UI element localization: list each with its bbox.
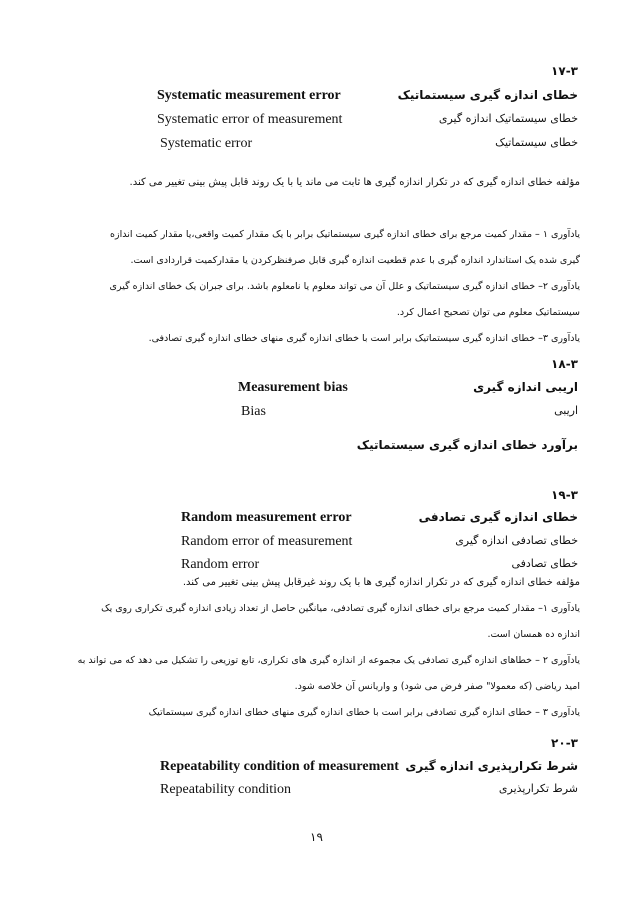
term-en-repeatability: Repeatability condition of measurement [160,759,399,774]
definition-random: مؤلفه خطای اندازه گیری که در تکرار اندازه گیری ها با یک روند غیرقابل پیش بینی تغییر می کند. [182,577,580,588]
alt-fa-random-1: خطای تصادفی اندازه گیری [455,534,578,547]
term-en-random-error: Random measurement error [181,510,352,525]
random-note-1-line-2: اندازه ده همسان است. [487,629,580,640]
alt-fa-bias: اریبی [554,404,578,417]
term-en-bias: Measurement bias [238,380,348,395]
alt-en-repeatability: Repeatability condition [160,782,292,797]
term-fa-bias: اریبی اندازه گیری [473,380,578,394]
alt-en-random-2: Random error [181,557,260,572]
alt-en-random-1: Random error of measurement [181,534,353,549]
random-note-2-line-2: امید ریاضی (که معمولا" صفر فرض می شود) و واریانس آن خلاصه شود. [294,681,580,692]
bias-estimate-text: برآورد خطای اندازه گیری سیستماتیک [356,438,578,452]
alt-en-systematic-1: Systematic error of measurement [157,112,343,127]
alt-fa-repeatability: شرط تکرارپذیری [498,782,578,795]
random-note-2-line-1: یادآوری ۲ – خطاهای اندازه گیری تصادفی یک مجموعه از اندازه گیری های تکراری، تابع توزیعی را تشکیل می دهد که می تواند به [77,655,580,666]
term-fa-repeatability: شرط تکرارپذیری اندازه گیری [405,759,578,773]
note-1-line-2: گیری شده یک استاندارد اندازه گیری با عدم قطعیت اندازه گیری قابل صرفنظرکردن یا مقدارکمیت قراردادی است. [130,255,580,266]
note-1-line-1: یادآوری ۱ – مقدار کمیت مرجع برای خطای اندازه گیری سیستماتیک برابر با یک مقدار کمیت واقعی،یا مقدار کمیت اندازه [110,229,580,240]
definition-systematic: مؤلفه خطای اندازه گیری که در تکرار اندازه گیری ها ثابت می ماند یا با یک روند قابل پیش بینی تغییر می کند. [129,177,580,188]
term-en-systematic-error: Systematic measurement error [157,88,341,103]
section-number-18-3: ۱۸-۳ [551,357,578,371]
section-number-20-3: ۲۰-۳ [551,736,578,750]
page-number: ۱۹ [310,830,323,844]
section-number-17-3: ۱۷-۳ [551,64,578,78]
note-2-line-1: یادآوری ۲– خطای اندازه گیری سیستماتیک و علل آن می تواند معلوم یا نامعلوم باشد. برای جبران یک خطای اندازه گیری [109,281,580,292]
note-3: یادآوری ۳– خطای اندازه گیری سیستماتیک برابر است با خطای اندازه گیری منهای خطای اندازه گیری تصادفی. [148,333,580,344]
random-note-1-line-1: یادآوری ۱– مقدار کمیت مرجع برای خطای اندازه گیری تصادفی، میانگین حاصل از تعداد زیادی اندازه گیری تکراری روی یک [101,603,580,614]
alt-en-bias: Bias [241,404,266,419]
note-2-line-2: سیستماتیک معلوم می توان تصحیح اعمال کرد. [396,307,580,318]
alt-en-systematic-2: Systematic error [160,136,253,151]
term-fa-systematic-error: خطای اندازه گیری سیستماتیک [397,88,578,102]
section-number-19-3: ۱۹-۳ [551,488,578,502]
alt-fa-systematic-2: خطای سیستماتیک [495,136,578,149]
alt-fa-random-2: خطای تصادفی [511,557,578,570]
alt-fa-systematic-1: خطای سیستماتیک اندازه گیری [438,112,578,125]
term-fa-random-error: خطای اندازه گیری تصادفی [418,510,578,524]
random-note-3: یادآوری ۳ – خطای اندازه گیری تصادفی برابر است با خطای اندازه گیری منهای خطای اندازه گیری سیستماتیک [148,707,580,718]
